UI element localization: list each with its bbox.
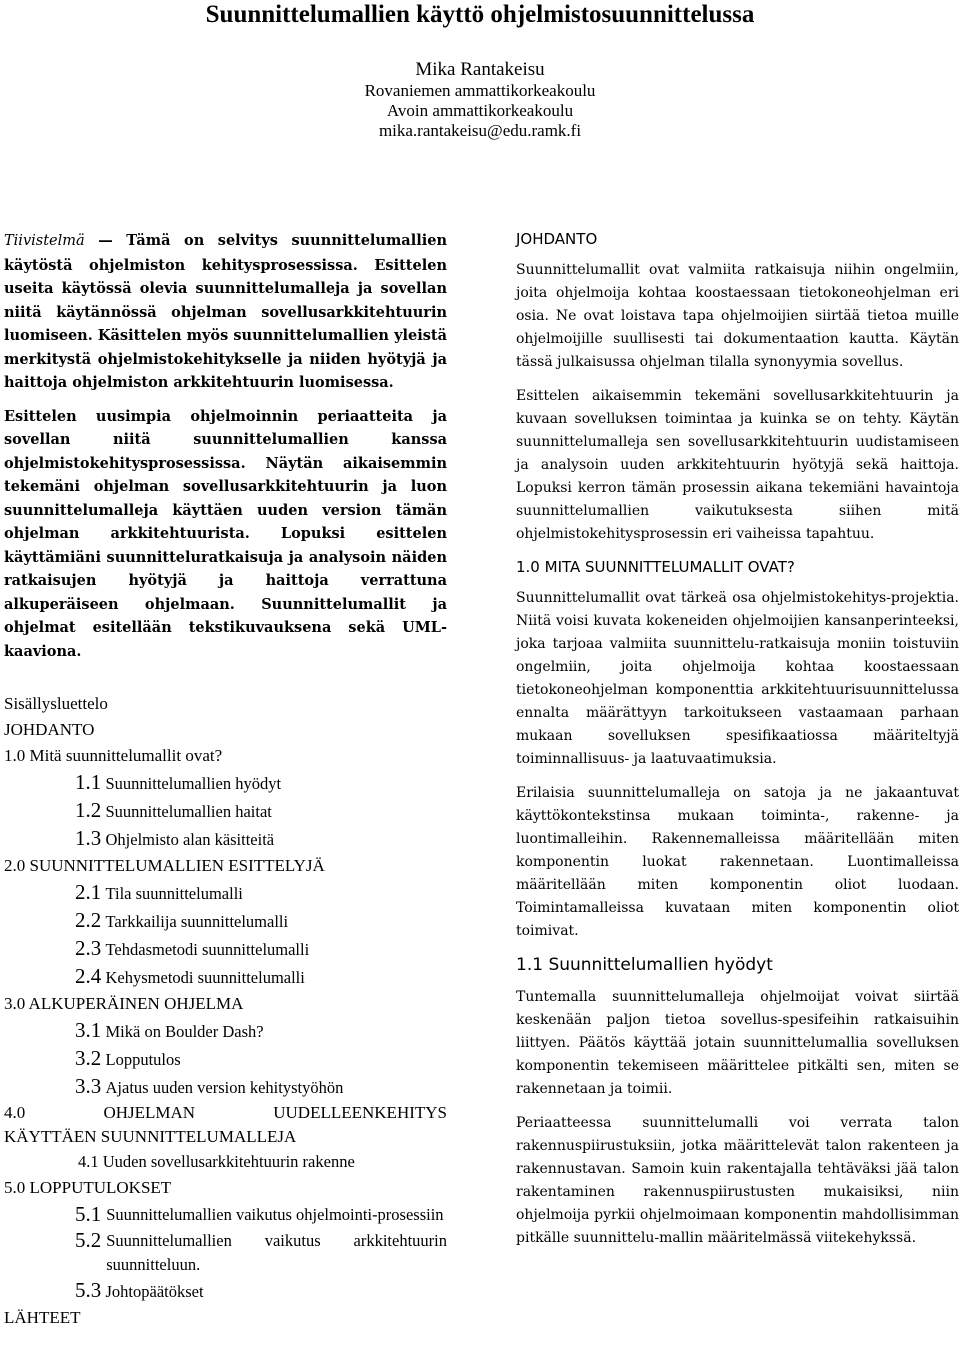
toc-number: 1.1 [75, 770, 102, 794]
abstract-paragraph-1 [4, 229, 447, 395]
toc-label: Suunnittelumallien vaikutus arkkitehtuurin suunnitteluun. [106, 1231, 447, 1274]
toc-number: 3.3 [75, 1074, 102, 1098]
abstract-paragraph-2: Esittelen uusimpia ohjelmoinnin periaatteita ja sovellan niitä suunnittelumallien kanssa ohjelmistokehitysprosessissa. Näytän aikaisemmin tekemäni ohjelman sovellusarkkitehtuurin ja luon suunnittelumalleja käyttäen uuden version tämän ohjelman arkkitehtuurista. Lopuksi esittelen käyttämiäni suunnitteluratkaisuja ja analysoin näiden ratkaisujen hyötyjä ja haittoja verrattuna alkuperäiseen ohjelmaan. Suunnittelumallit ja ohjelmat esitellään tekstikuvauksena sekä UML-kaaviona. [4, 407, 447, 660]
toc-label: Ohjelmisto alan käsitteitä [105, 830, 275, 849]
toc-item-3-2[interactable] [4, 1045, 447, 1073]
body-paragraph: Suunnittelumallit ovat valmiita ratkaisuja niihin ongelmiin, joita ohjelmoija kohtaa koostaessaan tietokoneohjelman eri osia. Ne ovat loistava tapa ohjelmoijien siirtää tietoa muille ohjelmoijille suullisesti tai dokumentaation kautta. Käytän tässä julkaisussa ohjelman tilalla synonyymia sovellus. [516, 262, 959, 370]
toc-item-5-1[interactable] [4, 1201, 447, 1227]
body-paragraph: Erilaisia suunnittelumalleja on satoja ja ne jakaantuvat käyttökontekstinsa mukaan toiminta-, rakenne- ja luontimalleihin. Rakennemalleissa määritellään miten komponentin luokat rakennetaan. Luontimalleissa määritellään miten komponentin oliot luodaan. Toimintamalleissa kuvataan miten komponentin oliot toimivat. [516, 785, 959, 939]
body-paragraph: Tuntemalla suunnittelumalleja ohjelmoijat voivat siirtää keskenään paljon tietoa sovellus-spesifeihin ratkaisuihin liittyen. Päätös käyttää jotain suunnittelumallia sovelluksen komponentin tekemiseen määrittelee pitkälti sen, miten se rakennetaan ja toimii. [516, 989, 959, 1097]
toc-label: Suunnittelumallien haitat [105, 802, 272, 821]
author-organization-unit: Avoin ammattikorkeakoulu [386, 101, 574, 120]
toc-label: Tarkkailija suunnittelumalli [105, 912, 289, 931]
toc-item-2-4[interactable] [4, 963, 447, 991]
toc-label: Tila suunnittelumalli [105, 884, 243, 903]
toc-number: 2.3 [75, 936, 102, 960]
toc-item-5-2[interactable] [4, 1227, 447, 1277]
abstract-label: Tiivistelmä [4, 233, 85, 249]
toc-number: 3.1 [75, 1018, 102, 1042]
toc-item-2-3[interactable] [4, 935, 447, 963]
author-organization: Rovaniemen ammattikorkeakoulu [364, 81, 596, 100]
toc-number: 2.1 [75, 880, 102, 904]
section-heading-1: 1.0 MITA SUUNNITTELUMALLIT OVAT? [516, 558, 795, 576]
toc-number: 5.2 [75, 1228, 102, 1252]
section-heading-1-1: 1.1 Suunnittelumallien hyödyt [516, 955, 773, 975]
toc-item-4-line-1[interactable]: 4.0 OHJELMAN UUDELLEENKEHITYS [4, 1103, 447, 1122]
toc-item-1-2[interactable] [4, 797, 447, 825]
author-name: Mika Rantakeisu [415, 59, 545, 80]
toc-item-1-3[interactable] [4, 825, 447, 853]
paper-title: Suunnittelumallien käyttö ohjelmistosuunnittelussa [205, 1, 755, 28]
body-paragraph: Periaatteessa suunnittelumalli voi verrata talon rakennuspiirustuksiin, jotka määrittelevät talon rakenteen ja rakennustavan. Samoin kuin rakentajalla tehtäväksi jää talon rakentaminen rakennuspiirustusten mukaisiksi, niin ohjelmoija pyrkii ohjelmoimaan komponentin mahdollisimman pitkälle suunnittelu-mallin määritelmässä viitekehykssä. [516, 1115, 959, 1246]
toc-item-4-1[interactable]: 4.1 Uuden sovellusarkkitehtuurin rakenne [78, 1152, 355, 1171]
toc-item-2-2[interactable] [4, 907, 447, 935]
toc-number: 1.2 [75, 798, 102, 822]
toc-item-4-line-2[interactable]: KÄYTTÄEN SUUNNITTELUMALLEJA [4, 1127, 297, 1146]
table-of-contents [4, 691, 447, 1331]
toc-item-1-1[interactable] [4, 769, 447, 797]
toc-label: Tehdasmetodi suunnittelumalli [105, 940, 310, 959]
toc-number: 3.2 [75, 1046, 102, 1070]
left-column [4, 229, 447, 1331]
toc-item-3[interactable]: 3.0 ALKUPERÄINEN OHJELMA [4, 994, 244, 1013]
toc-label: Suunnittelumallien hyödyt [105, 774, 282, 793]
author-email[interactable]: mika.rantakeisu@edu.ramk.fi [378, 121, 582, 140]
toc-label: Ajatus uuden version kehitystyöhön [105, 1078, 344, 1097]
toc-label: Mikä on Boulder Dash? [105, 1022, 264, 1041]
right-column [516, 229, 959, 1261]
toc-item-johdanto[interactable]: JOHDANTO [4, 720, 95, 739]
toc-label: Lopputulos [105, 1050, 181, 1069]
toc-label: Kehysmetodi suunnittelumalli [105, 968, 305, 987]
toc-item-5-3[interactable] [4, 1277, 447, 1305]
toc-label: Suunnittelumallien vaikutus ohjelmointi-prosessiin [106, 1205, 444, 1224]
author-block [150, 58, 810, 141]
toc-item-5[interactable]: 5.0 LOPPUTULOKSET [4, 1178, 172, 1197]
toc-item-3-3[interactable] [4, 1073, 447, 1101]
toc-item-2[interactable]: 2.0 SUUNNITTELUMALLIEN ESITTELYJÄ [4, 856, 325, 875]
toc-number: 2.2 [75, 908, 102, 932]
toc-number: 2.4 [75, 964, 102, 988]
abstract-text-1: — Tämä on selvitys suunnittelumallien käytöstä ohjelmiston kehitysprosessissa. Esittelen useita käytössä olevia suunnittelumalleja ja sovellan niitä käytännössä ohjelman sovellusarkkitehtuurin luomiseen. Käsittelen myös suunnittelumallien yleistä merkitystä ohjelmistokehitykselle ja niiden hyötyjä ja haittoja ohjelmiston arkkitehtuurin luomisessa. [4, 232, 447, 391]
toc-number: 5.1 [75, 1202, 102, 1226]
toc-label: Johtopäätökset [105, 1282, 204, 1301]
toc-item-lahteet[interactable]: LÄHTEET [4, 1308, 81, 1327]
toc-number: 1.3 [75, 826, 102, 850]
body-paragraph: Esittelen aikaisemmin tekemäni sovellusarkkitehtuurin ja kuvaan sovelluksen toimintaa ja kuinka se on tehty. Käytän suunnittelumalleja sen sovellusarkkitehtuurin uudistamiseen ja analysoin uuden arkkitehtuurin hyötyjä sekä haittoja. Lopuksi kerron tämän prosessin aikana tekemiäni havaintoja suunnittelumallien vaikutuksesta siihen mitä ohjelmistokehitysprosessin eri vaiheissa tapahtuu. [516, 388, 959, 542]
body-paragraph: Suunnittelumallit ovat tärkeä osa ohjelmistokehitys-projektia. Niitä voisi kuvata kokeneiden ohjelmoijien kansanperinteeksi, joka tarjoaa valmiita suunnittelu-ratkaisuja moniin toistuviin ongelmiin, joita ohjelmoija kohtaa koostaessaan tietokoneohjelman komponenttia arkkitehtuurisuunnittelussa ennalta määrättyyn tarkoitukseen vastaamaan parhaan mukaan sovelluksen spesifikaatiossa määriteltyjä toiminnallisuus- ja laatuvaatimuksia. [516, 590, 959, 767]
toc-number: 5.3 [75, 1278, 102, 1302]
toc-item-3-1[interactable] [4, 1017, 447, 1045]
toc-heading: Sisällysluettelo [4, 694, 108, 713]
toc-item-1[interactable]: 1.0 Mitä suunnittelumallit ovat? [4, 746, 223, 765]
toc-item-2-1[interactable] [4, 879, 447, 907]
section-heading-johdanto: JOHDANTO [516, 230, 598, 248]
